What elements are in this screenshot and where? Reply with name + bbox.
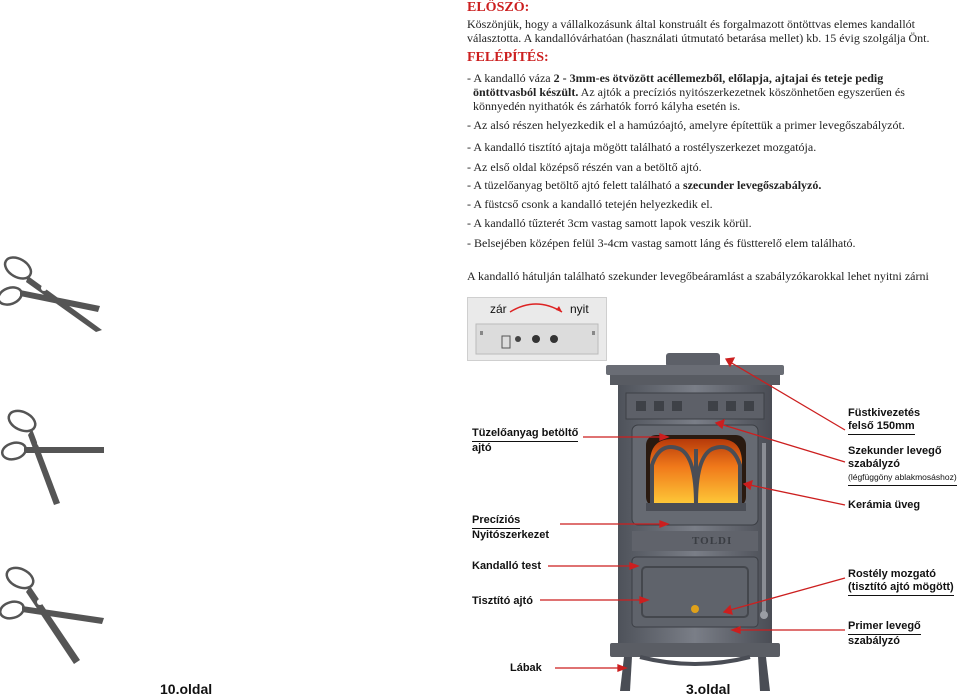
label-precision-line1: Precíziós	[472, 514, 520, 529]
label-flue-line2: felső 150mm	[848, 420, 915, 435]
heading-eloszo: ELŐSZÓ:	[467, 0, 530, 15]
bullet-1-pre: - A kandalló váza	[467, 71, 554, 85]
label-secondary-line2: szabályzó	[848, 458, 900, 470]
bullet-1-rest: Az ajtók a precíziós nyitószerkezetnek köszönhetően egyszerűen és	[578, 85, 905, 99]
page-number-left: 10.oldal	[160, 681, 213, 697]
label-stove-body: Kandalló test	[472, 560, 542, 572]
bullet-1-bold: 2 - 3mm-es ötvözött acéllemezből, előlapja, ajtajai és teteje pedig	[553, 71, 884, 85]
bullet-5-pre: - A tüzelőanyag betöltő ajtó felett található a	[467, 178, 683, 192]
label-ceramic-glass: Kerámia üveg	[848, 499, 921, 511]
label-primary-air	[848, 620, 921, 648]
regulator-closed-label: zár	[490, 302, 507, 316]
bullet-1-line-3: könnyedén nyithatók és zárhatók forró kályha esetén is.	[473, 99, 741, 113]
bullet-7: - A kandalló tűzterét 3cm vastag samott lapok veszik körül.	[467, 216, 752, 230]
scissors-icon-middle	[0, 405, 110, 505]
bullet-3: - A kandalló tisztító ajtaja mögött található a rostélyszerkezet mozgatója.	[467, 140, 817, 154]
eloszo-line-1: Köszönjük, hogy a vállalkozásunk által konstruált és forgalmazott öntöttvas elemes kandallót	[467, 17, 916, 31]
secondary-air-note: A kandalló hátulján található szekunder levegőbeáramlást a szabályzókarokkal lehet nyitni zárni	[467, 269, 929, 283]
label-secondary-line1: Szekunder levegő	[848, 445, 942, 457]
bullet-1-line-1	[467, 71, 883, 85]
scissors-icon-top	[0, 250, 110, 335]
bullet-1-line-2	[473, 85, 905, 99]
label-fuel-door-line1: Tüzelőanyag betöltő	[472, 427, 578, 442]
label-fuel-door-line2: ajtó	[472, 442, 492, 454]
label-precision-line2: Nyitószerkezet	[472, 529, 550, 541]
label-secondary-note: (légfüggöny ablakmosáshoz)	[848, 471, 957, 486]
label-flue-outlet	[848, 407, 920, 435]
label-legs: Lábak	[510, 662, 542, 674]
label-secondary-air	[848, 445, 957, 486]
stove-illustration	[580, 353, 810, 697]
label-precision-mechanism	[472, 514, 549, 542]
bullet-1-bold-2: öntöttvasból készült.	[473, 85, 579, 99]
eloszo-line-2: választotta. A kandallóvárhatóan (használati útmutató betarása mellet) kb. 15 évig szolgálja Önt.	[467, 31, 930, 45]
bullet-8: - Belsejében középen felül 3-4cm vastag samott láng és füstterelő elem található.	[467, 236, 856, 250]
label-fuel-door	[472, 427, 578, 455]
scissors-icon-bottom	[0, 560, 110, 665]
page-number-right: 3.oldal	[686, 681, 731, 697]
label-grate-line2: (tisztító ajtó mögött)	[848, 581, 954, 596]
bullet-4: - Az első oldal középső részén van a betöltő ajtó.	[467, 160, 702, 174]
heading-felepites: FELÉPÍTÉS:	[467, 50, 549, 65]
label-primary-line1: Primer levegő	[848, 620, 921, 635]
label-cleaning-door: Tisztító ajtó	[472, 595, 533, 607]
bullet-5	[467, 178, 821, 192]
bullet-5-bold: szecunder levegőszabályzó.	[682, 178, 822, 192]
label-flue-line1: Füstkivezetés	[848, 407, 921, 419]
label-grate-mover	[848, 568, 954, 596]
bullet-6: - A füstcső csonk a kandalló tetején helyezkedik el.	[467, 197, 713, 211]
bullet-2: - Az alsó részen helyezkedik el a hamúzóajtó, amelyre építettük a primer levegőszabályzót.	[467, 118, 905, 132]
regulator-plate-photo	[467, 297, 607, 361]
label-primary-line2: szabályzó	[848, 635, 900, 647]
label-grate-line1: Rostély mozgató	[848, 568, 937, 580]
regulator-open-label: nyit	[570, 302, 589, 316]
brand-cast-text: TOLDI	[692, 535, 733, 547]
